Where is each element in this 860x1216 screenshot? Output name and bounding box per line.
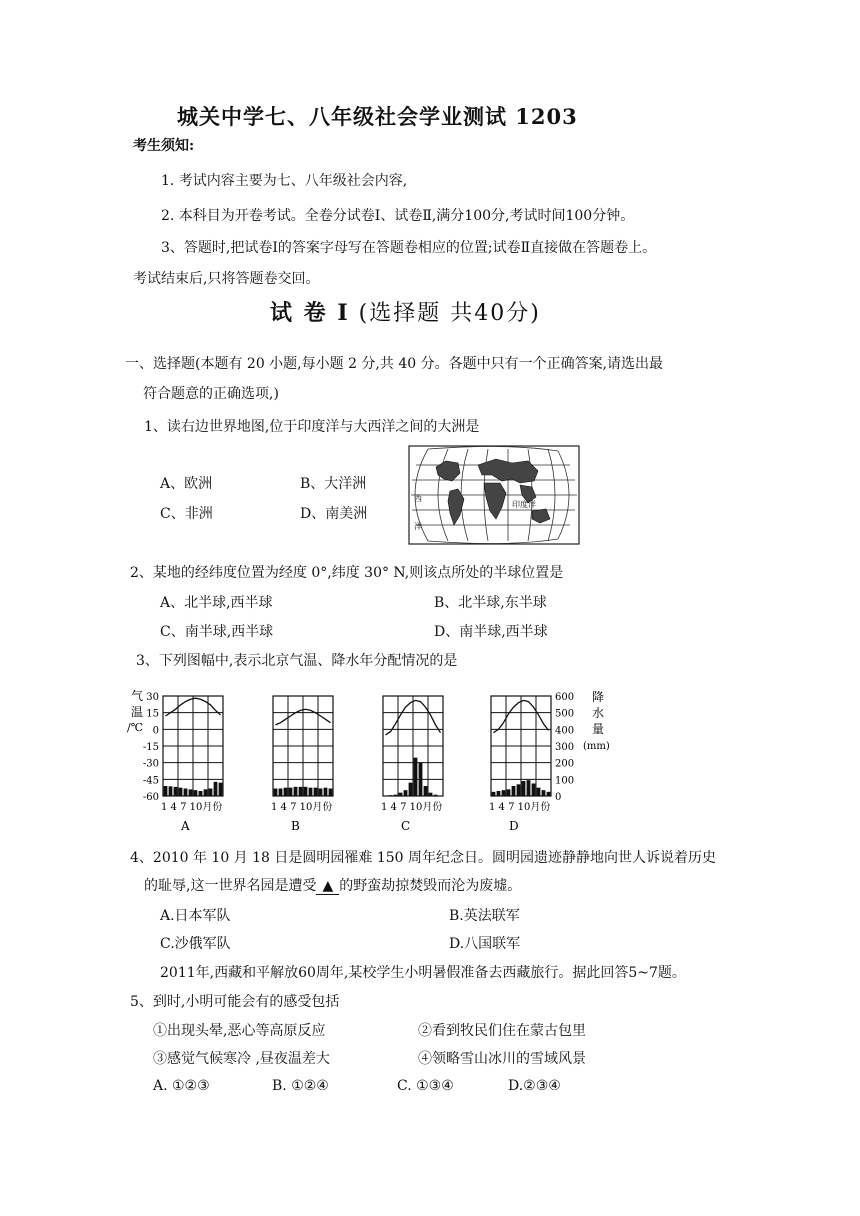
precip-bar — [309, 788, 313, 796]
precip-bar — [527, 780, 531, 796]
precip-bar — [174, 787, 178, 796]
precip-bar — [517, 784, 521, 796]
right-axis-label: 水 — [592, 706, 605, 720]
precip-bar — [399, 793, 403, 796]
question-stem: 5、到时,小明可能会有的感受包括 — [130, 994, 340, 1010]
precip-bar — [429, 793, 433, 796]
section-title-main: 试 卷 I — [270, 300, 350, 326]
precip-bar — [507, 789, 511, 796]
precip-bar — [209, 789, 213, 797]
section-instruction: 一、选择题(本题有 20 小题,每小题 2 分,共 40 分。各题中只有一个正确答案,请选出最 — [125, 356, 664, 372]
notice-item: 2. 本科目为开卷考试。全卷分试卷Ⅰ、试卷Ⅱ,满分100分,考试时间100分钟。 — [161, 208, 635, 224]
climate-panel-a — [161, 696, 223, 833]
climate-charts-figure — [125, 688, 625, 838]
precip-bar — [329, 789, 333, 797]
left-axis-label: /℃ — [127, 721, 144, 734]
precip-bar — [547, 792, 551, 796]
right-axis-label: (mm) — [583, 741, 610, 752]
option-d: D.八国联军 — [449, 936, 521, 952]
precip-bar — [497, 791, 501, 796]
precip-bar — [279, 789, 283, 797]
left-tick-label: 0 — [152, 725, 159, 737]
precip-bar — [409, 783, 413, 796]
question-stem: 4、2010 年 10 月 18 日是圆明园罹难 150 周年纪念日。圆明园遗迹静静地向世人诉说着历史 — [130, 850, 717, 866]
world-map-figure — [408, 445, 580, 545]
map-label-ocean: 洋 — [414, 522, 422, 531]
statement-4: ④领略雪山冰川的雪域风景 — [418, 1051, 586, 1067]
left-tick-label: 15 — [146, 708, 159, 720]
precip-bar — [439, 796, 443, 797]
precip-bar — [304, 787, 308, 796]
option-c: C. ①③④ — [397, 1078, 454, 1094]
climate-panel-d — [489, 696, 551, 833]
left-tick-label: -15 — [142, 742, 159, 753]
option-a: A.日本军队 — [160, 908, 231, 924]
climate-panel-b — [271, 696, 333, 833]
left-tick-label: -45 — [142, 775, 159, 787]
precip-bar — [194, 790, 198, 796]
option-a: A、欧洲 — [160, 476, 213, 492]
question-stem: 2、某地的经纬度位置为经度 0°,纬度 30° N,则该点所处的半球位置是 — [130, 565, 564, 581]
precip-bar — [169, 786, 173, 796]
left-tick-label: -60 — [142, 792, 159, 803]
precip-bar — [204, 789, 208, 796]
left-axis-label: 温 — [131, 705, 144, 719]
precip-bar — [274, 789, 278, 797]
statement-2: ②看到牧民们住在蒙古包里 — [418, 1023, 586, 1039]
right-tick-label: 200 — [555, 758, 575, 770]
precip-bar — [389, 795, 393, 796]
precip-bar — [299, 787, 303, 796]
stem-pre: 的耻辱,这一世界名园是遭受 — [144, 878, 317, 894]
precip-bar — [199, 791, 203, 796]
precip-bar — [164, 786, 168, 796]
left-axis-label: 气 — [131, 689, 144, 703]
option-d: D、南半球,西半球 — [434, 624, 548, 640]
precip-bar — [522, 781, 526, 796]
notice-item: 3、答题时,把试卷Ⅰ的答案字母写在答题卷相应的位置;试卷Ⅱ直接做在答题卷上。 — [161, 240, 657, 256]
precip-bar — [284, 788, 288, 796]
option-b: B、北半球,东半球 — [434, 595, 547, 611]
option-c: C、南半球,西半球 — [160, 624, 274, 640]
precip-bar — [219, 783, 223, 796]
precip-bar — [314, 788, 318, 796]
statement-1: ①出现头晕,恶心等高原反应 — [153, 1023, 326, 1039]
option-c: C、非洲 — [160, 506, 213, 522]
precip-bar — [512, 786, 516, 796]
precip-bar — [434, 795, 438, 796]
precip-bar — [289, 788, 293, 796]
x-tick-label: 1 4 7 10月份 — [161, 802, 223, 813]
right-tick-label: 0 — [555, 792, 562, 803]
notice-item: 考试结束后,只将答题卷交回。 — [133, 271, 320, 287]
precip-bar — [324, 788, 328, 796]
question-stem: 1、读右边世界地图,位于印度洋与大西洋之间的大洲是 — [144, 419, 480, 435]
section-title — [270, 296, 541, 327]
stem-post: 的野蛮劫掠焚毁而沦为废墟。 — [339, 878, 522, 894]
precip-bar — [179, 788, 183, 796]
notice-label: 考生须知: — [133, 138, 195, 154]
map-label-indian-ocean: 印度洋 — [512, 500, 536, 509]
right-axis-label: 降 — [592, 690, 605, 704]
precip-bar — [537, 788, 541, 796]
precip-bar — [384, 796, 388, 797]
option-a: A. ①②③ — [153, 1078, 210, 1094]
option-c: C.沙俄军队 — [160, 936, 231, 952]
precip-bar — [214, 782, 218, 796]
option-a: A、北半球,西半球 — [160, 595, 273, 611]
precip-bar — [294, 787, 298, 796]
right-tick-label: 100 — [555, 775, 575, 787]
precip-bar — [419, 763, 423, 796]
option-b: B.英法联军 — [449, 908, 520, 924]
panel-label: A — [181, 819, 190, 833]
option-b: B、大洋洲 — [300, 476, 367, 492]
precip-bar — [532, 784, 536, 797]
map-label-west: 西 — [414, 494, 422, 503]
precip-bar — [184, 789, 188, 797]
right-tick-label: 300 — [555, 742, 575, 753]
precip-bar — [414, 758, 418, 796]
option-d: D.②③④ — [508, 1078, 561, 1094]
precip-bar — [404, 790, 408, 796]
answer-blank: ▲ — [316, 878, 339, 895]
statement-3: ③感觉气候寒冷 ,昼夜温差大 — [153, 1051, 330, 1067]
right-tick-label: 500 — [555, 708, 575, 720]
section-instruction: 符合题意的正确选项,) — [143, 386, 279, 402]
left-tick-label: -30 — [142, 758, 159, 770]
question-stem: 3、下列图幅中,表示北京气温、降水年分配情况的是 — [136, 653, 458, 669]
panel-label: C — [401, 819, 411, 833]
right-tick-label: 600 — [555, 692, 575, 703]
notice-item: 1. 考试内容主要为七、八年级社会内容, — [161, 173, 408, 189]
left-tick-label: 30 — [146, 692, 159, 703]
section-title-sub: (选择题 共40分) — [358, 301, 541, 326]
panel-label: D — [509, 819, 519, 833]
x-tick-label: 1 4 7 10月份 — [271, 802, 333, 813]
precip-bar — [424, 786, 428, 796]
precip-bar — [502, 790, 506, 796]
precip-bar — [319, 789, 323, 797]
precip-bar — [492, 792, 496, 796]
precip-bar — [189, 789, 193, 796]
option-d: D、南美洲 — [300, 506, 368, 522]
right-tick-label: 400 — [555, 725, 575, 737]
question-stem-line2 — [144, 875, 521, 895]
panel-label: B — [291, 819, 300, 833]
page-title: 城关中学七、八年级社会学业测试 1203 — [177, 104, 578, 129]
right-axis-label: 量 — [592, 722, 605, 736]
climate-panel-c — [381, 696, 443, 833]
x-tick-label: 1 4 7 10月份 — [489, 802, 551, 813]
option-b: B. ①②④ — [272, 1078, 329, 1094]
context-text: 2011年,西藏和平解放60周年,某校学生小明暑假准备去西藏旅行。据此回答5~7题。 — [160, 965, 686, 981]
precip-bar — [394, 795, 398, 796]
precip-bar — [542, 790, 546, 796]
x-tick-label: 1 4 7 10月份 — [381, 802, 443, 813]
